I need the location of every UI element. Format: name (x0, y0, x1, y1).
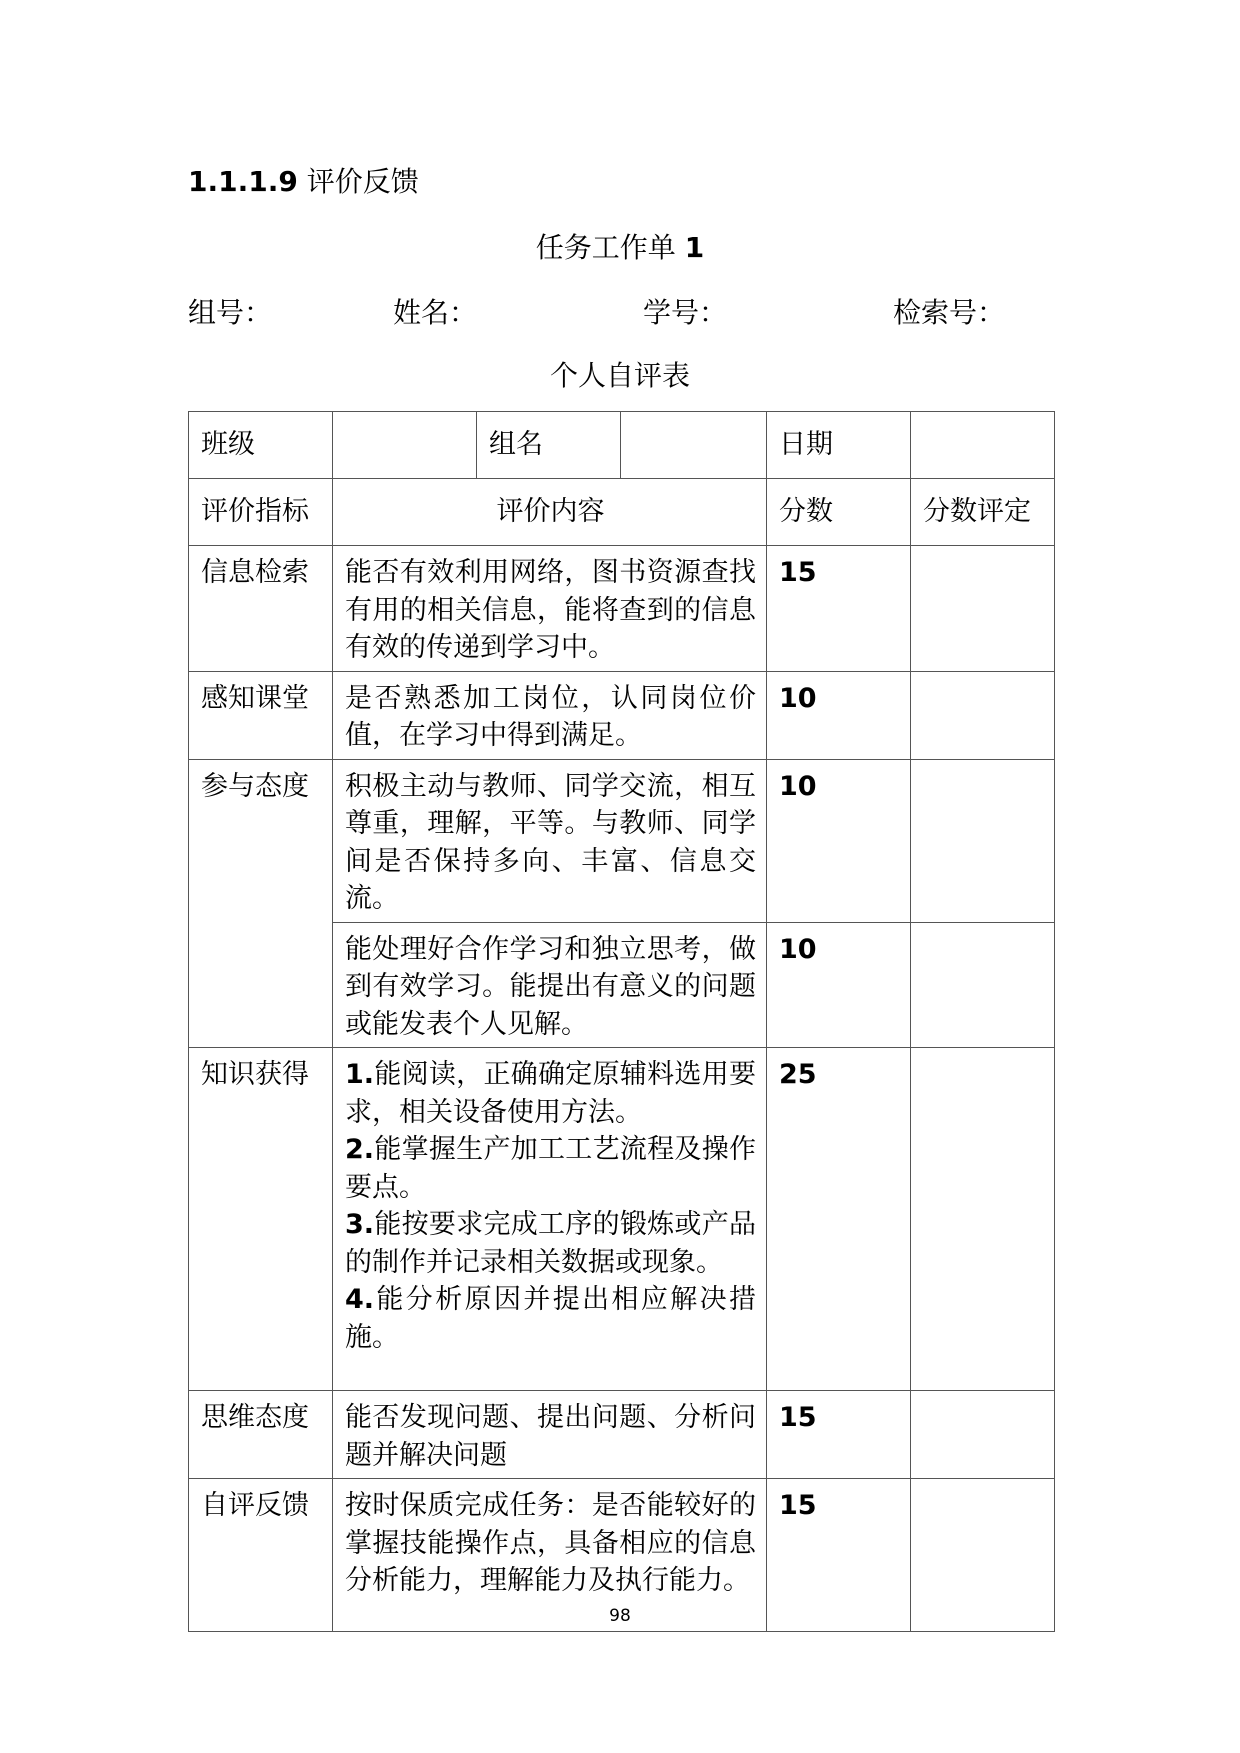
row-rating-cell[interactable] (911, 546, 1055, 672)
knowledge-item-text: 能按要求完成工序的锻炼或产品的制作并记录相关数据或现象。 (345, 1209, 756, 1278)
row-indicator: 参与态度 (189, 759, 333, 1048)
knowledge-item (345, 1206, 756, 1281)
row-rating-cell[interactable] (911, 1391, 1055, 1479)
page-number: 98 (609, 1606, 631, 1626)
knowledge-item-text: 能分析原因并提出相应解决措施。 (345, 1284, 756, 1353)
table-header-row (189, 479, 1055, 546)
row-score: 10 (767, 922, 911, 1048)
table-row (189, 671, 1055, 759)
row-indicator: 知识获得 (189, 1048, 333, 1391)
class-label: 班级 (189, 412, 333, 479)
table-title: 个人自评表 (549, 359, 690, 392)
section-heading (188, 162, 419, 202)
section-title: 评价反馈 (306, 165, 419, 198)
table-row (189, 412, 1055, 479)
knowledge-item (345, 1281, 756, 1356)
group-name-label: 组名 (477, 412, 621, 479)
knowledge-item-text: 能阅读，正确确定原辅料选用要求，相关设备使用方法。 (345, 1059, 756, 1128)
doc-title (0, 228, 1240, 268)
class-value[interactable] (333, 412, 477, 479)
row-score: 15 (767, 1479, 911, 1632)
section-number: 1.1.1.9 (188, 165, 298, 198)
row-indicator: 自评反馈 (189, 1479, 333, 1632)
row-indicator: 信息检索 (189, 546, 333, 672)
row-content: 积极主动与教师、同学交流，相互尊重，理解，平等。与教师、同学间是否保持多向、丰富、信息交流。 (333, 759, 767, 922)
row-content (333, 1048, 767, 1391)
row-content: 能否发现问题、提出问题、分析问题并解决问题 (333, 1391, 767, 1479)
header-rating: 分数评定 (911, 479, 1055, 546)
row-content: 能否有效利用网络，图书资源查找有用的相关信息，能将查到的信息有效的传递到学习中。 (333, 546, 767, 672)
row-score: 10 (767, 759, 911, 922)
date-label: 日期 (767, 412, 911, 479)
search-no-label: 检索号： (893, 296, 1006, 329)
doc-title-number: 1 (684, 231, 705, 264)
knowledge-item (345, 1131, 756, 1206)
doc-title-text: 任务工作单 (535, 231, 676, 264)
row-rating-cell[interactable] (911, 671, 1055, 759)
group-no-label: 组号： (188, 296, 273, 329)
knowledge-item-number: 1. (345, 1059, 375, 1090)
knowledge-item (345, 1056, 756, 1131)
name-label: 姓名： (393, 296, 478, 329)
knowledge-item-number: 4. (345, 1284, 375, 1315)
row-score: 15 (767, 546, 911, 672)
knowledge-item-text: 能掌握生产加工工艺流程及操作要点。 (345, 1134, 756, 1203)
student-id-label: 学号： (643, 296, 728, 329)
row-score: 15 (767, 1391, 911, 1479)
date-value[interactable] (911, 412, 1055, 479)
header-indicator: 评价指标 (189, 479, 333, 546)
row-indicator: 感知课堂 (189, 671, 333, 759)
knowledge-item-number: 3. (345, 1209, 375, 1240)
header-score: 分数 (767, 479, 911, 546)
table-row (189, 546, 1055, 672)
row-content: 是否熟悉加工岗位，认同岗位价值，在学习中得到满足。 (333, 671, 767, 759)
row-content: 按时保质完成任务：是否能较好的掌握技能操作点，具备相应的信息分析能力，理解能力及执行能力。 (333, 1479, 767, 1632)
group-name-value[interactable] (621, 412, 767, 479)
table-row (189, 759, 1055, 922)
row-score: 10 (767, 671, 911, 759)
table-row (189, 1048, 1055, 1391)
table-row (189, 1391, 1055, 1479)
row-rating-cell[interactable] (911, 759, 1055, 922)
knowledge-item-number: 2. (345, 1134, 375, 1165)
header-content: 评价内容 (333, 479, 767, 546)
row-score: 25 (767, 1048, 911, 1391)
self-evaluation-table (188, 411, 1055, 1632)
row-indicator: 思维态度 (189, 1391, 333, 1479)
row-content: 能处理好合作学习和独立思考，做到有效学习。能提出有意义的问题或能发表个人见解。 (333, 922, 767, 1048)
row-rating-cell[interactable] (911, 922, 1055, 1048)
row-rating-cell[interactable] (911, 1048, 1055, 1391)
